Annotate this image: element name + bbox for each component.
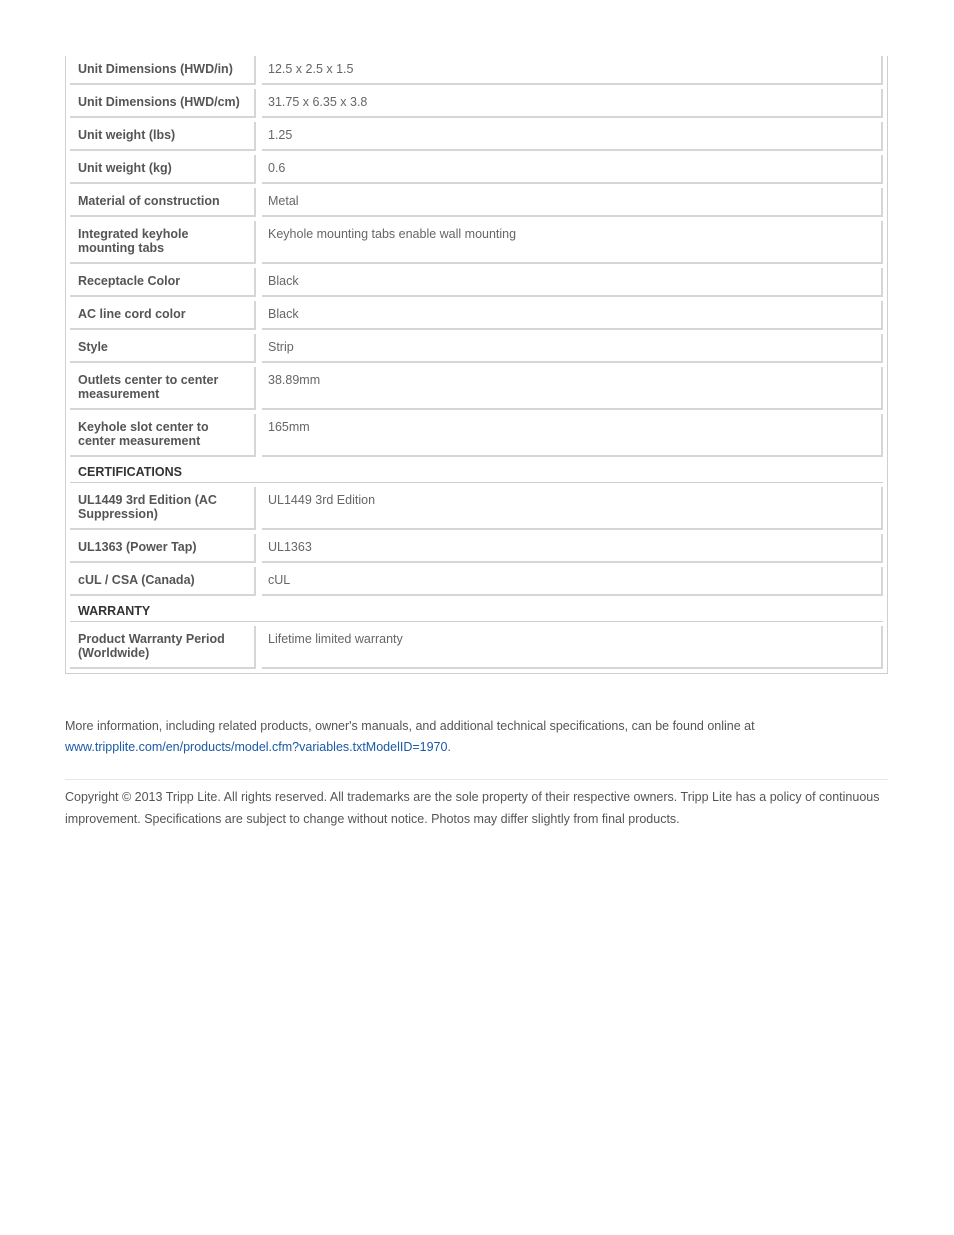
spec-row	[70, 56, 883, 85]
spec-row	[70, 487, 883, 530]
spec-value: Metal	[262, 188, 883, 217]
spec-value: UL1363	[262, 534, 883, 563]
spec-row	[70, 122, 883, 151]
spec-label: AC line cord color	[70, 301, 256, 330]
spec-row	[70, 89, 883, 118]
spec-value: 165mm	[262, 414, 883, 457]
spec-label: Unit weight (kg)	[70, 155, 256, 184]
footer-divider	[65, 779, 888, 780]
spec-label: Keyhole slot center to center measurement	[70, 414, 256, 457]
spec-value: Keyhole mounting tabs enable wall mounting	[262, 221, 883, 264]
product-link[interactable]: www.tripplite.com/en/products/model.cfm?variables.txtModelID=1970	[65, 740, 448, 754]
spec-row	[70, 188, 883, 217]
spec-label: Outlets center to center measurement	[70, 367, 256, 410]
spec-label: Unit Dimensions (HWD/cm)	[70, 89, 256, 118]
spec-label: Receptacle Color	[70, 268, 256, 297]
spec-value: 1.25	[262, 122, 883, 151]
link-suffix: .	[447, 740, 451, 754]
spec-row	[70, 534, 883, 563]
section-heading-warranty: WARRANTY	[70, 600, 883, 622]
spec-table	[65, 56, 888, 674]
spec-value: cUL	[262, 567, 883, 596]
spec-label: Material of construction	[70, 188, 256, 217]
spec-label: UL1449 3rd Edition (AC Suppression)	[70, 487, 256, 530]
spec-row	[70, 268, 883, 297]
spec-row	[70, 155, 883, 184]
spec-label: Style	[70, 334, 256, 363]
more-info-text	[65, 716, 888, 758]
spec-label: Integrated keyhole mounting tabs	[70, 221, 256, 264]
copyright-text: Copyright © 2013 Tripp Lite. All rights reserved. All trademarks are the sole property of their respective owners. Tripp Lite has a policy of continuous improvement. Specifications are subject to change without notice. Photos may differ slightly from final products.	[65, 790, 880, 826]
spec-row	[70, 567, 883, 596]
spec-row	[70, 334, 883, 363]
spec-value: 31.75 x 6.35 x 3.8	[262, 89, 883, 118]
spec-value: Lifetime limited warranty	[262, 626, 883, 669]
spec-value: 0.6	[262, 155, 883, 184]
spec-row	[70, 414, 883, 457]
spec-value: 12.5 x 2.5 x 1.5	[262, 56, 883, 85]
spec-label: cUL / CSA (Canada)	[70, 567, 256, 596]
spec-value: Strip	[262, 334, 883, 363]
spec-value: Black	[262, 268, 883, 297]
spec-row	[70, 626, 883, 669]
spec-row	[70, 367, 883, 410]
section-heading-certifications: CERTIFICATIONS	[70, 461, 883, 483]
spec-value: 38.89mm	[262, 367, 883, 410]
spec-label: Product Warranty Period (Worldwide)	[70, 626, 256, 669]
spec-value: Black	[262, 301, 883, 330]
spec-label: Unit weight (lbs)	[70, 122, 256, 151]
spec-label: Unit Dimensions (HWD/in)	[70, 56, 256, 85]
spec-row	[70, 301, 883, 330]
spec-row	[70, 221, 883, 264]
spec-value: UL1449 3rd Edition	[262, 487, 883, 530]
more-info-sentence: More information, including related products, owner's manuals, and additional technical specifications, can be found online at	[65, 719, 755, 733]
spec-label: UL1363 (Power Tap)	[70, 534, 256, 563]
